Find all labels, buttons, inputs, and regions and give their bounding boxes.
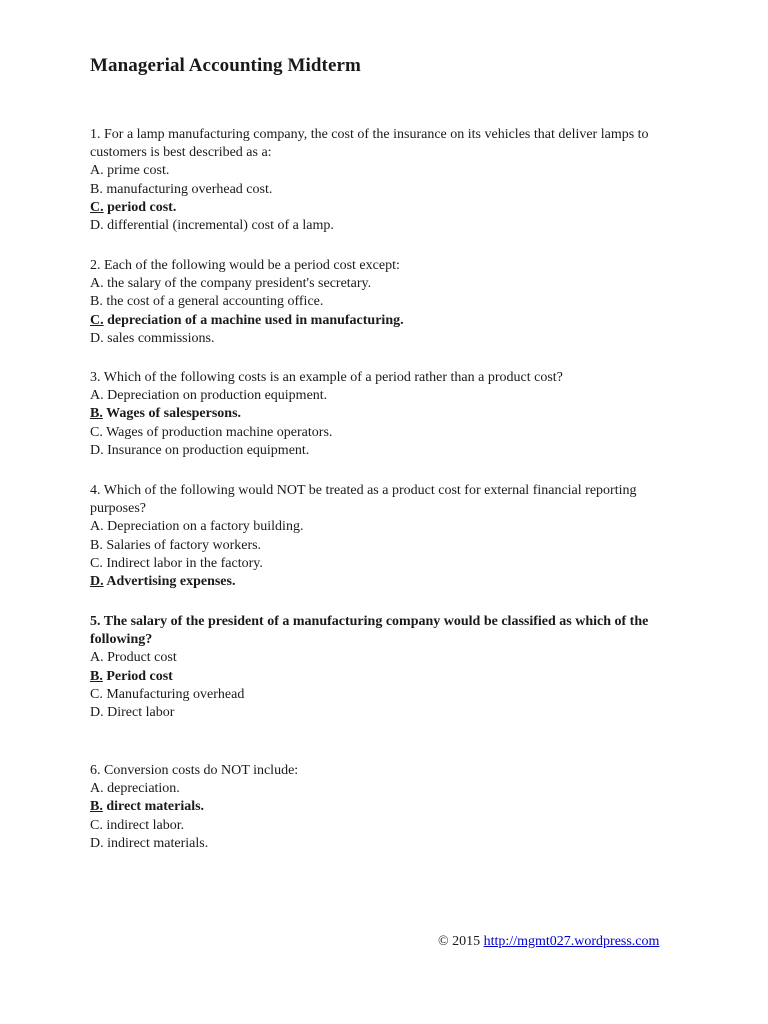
answer-option-c: C. Wages of production machine operators. [90, 424, 333, 440]
question-5 [90, 613, 690, 722]
question-text: 2. Each of the following would be a period cost except: [90, 258, 400, 273]
answer-option-c: C. Manufacturing overhead [90, 686, 245, 702]
question-text: 3. Which of the following costs is an example of a period rather than a product cost? [90, 370, 563, 385]
question-3 [90, 369, 690, 460]
correct-answer-option-c: C. period cost. [90, 199, 177, 215]
question-4 [90, 482, 690, 591]
answer-option-d: D. Insurance on production equipment. [90, 442, 310, 458]
question-2 [90, 257, 690, 348]
answer-option-b: B. Salaries of factory workers. [90, 537, 262, 553]
answer-option-a: A. Product cost [90, 650, 177, 666]
answer-option-c: C. indirect labor. [90, 817, 185, 833]
question-text: 5. The salary of the president of a manufacturing company would be classified as which of the following? [90, 614, 649, 648]
answer-option-c: C. Indirect labor in the factory. [90, 555, 263, 571]
answer-option-a: A. Depreciation on production equipment. [90, 388, 328, 404]
answer-option-d: D. indirect materials. [90, 835, 209, 851]
answer-option-a: A. depreciation. [90, 781, 180, 797]
answer-option-a: A. the salary of the company president's secretary. [90, 276, 372, 292]
question-text: 1. For a lamp manufacturing company, the cost of the insurance on its vehicles that deliver lamps to customers is best described as a: [90, 127, 649, 161]
answer-option-b: B. manufacturing overhead cost. [90, 181, 273, 197]
answer-option-d: D. Direct labor [90, 705, 175, 721]
answer-option-b: B. the cost of a general accounting office. [90, 294, 324, 310]
question-text: 4. Which of the following would NOT be treated as a product cost for external financial reporting purposes? [90, 483, 637, 517]
answer-option-d: D. sales commissions. [90, 330, 215, 346]
correct-answer-option-b: B. Period cost [90, 668, 173, 684]
correct-answer-option-b: B. Wages of salespersons. [90, 406, 242, 422]
correct-answer-option-b: B. direct materials. [90, 799, 205, 815]
question-1 [90, 126, 690, 235]
footer [438, 934, 659, 950]
copyright-text: © 2015 [438, 934, 481, 949]
correct-answer-option-c: C. depreciation of a machine used in manufacturing. [90, 312, 404, 328]
website-link[interactable]: http://mgmt027.wordpress.com [483, 934, 660, 949]
question-6 [90, 762, 690, 853]
answer-option-a: A. Depreciation on a factory building. [90, 519, 304, 535]
answer-option-a: A. prime cost. [90, 163, 170, 179]
answer-option-d: D. differential (incremental) cost of a lamp. [90, 218, 334, 234]
question-text: 6. Conversion costs do NOT include: [90, 763, 299, 778]
correct-answer-option-d: D. Advertising expenses. [90, 574, 236, 590]
page-title: Managerial Accounting Midterm [90, 55, 361, 76]
